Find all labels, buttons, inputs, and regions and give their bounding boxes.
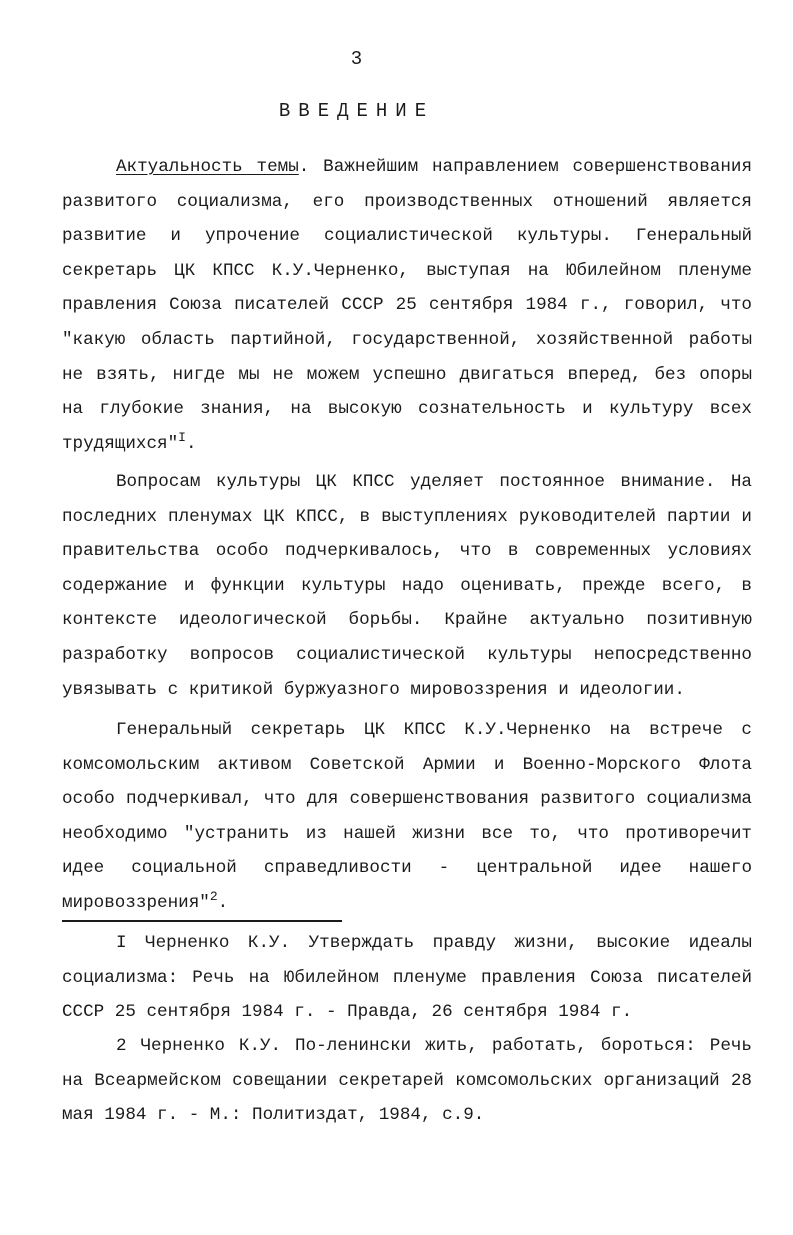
paragraph-text: Вопросам культуры ЦК КПСС уделяет постоянное внимание. На последних пленумах ЦК КПСС, в выступлениях руководителей партии и правительства особо подчеркивалось, что в современных условиях содержание и функции культуры надо оценивать, прежде всего, в контексте идеологической борьбы. Крайне актуально позитивную разработку вопросов социалистической культуры непосредственно увязывать с критикой буржуазного мировоззрения и идеологии. xyxy=(62,472,752,700)
footnote-reference: 2 xyxy=(209,888,218,904)
footnote-text: I Черненко К.У. Утверждать правду жизни, высокие идеалы социализма: Речь на Юбилейном пленуме правления Союза писателей СССР 25 сентября 1984 г. - Правда, 26 сентября 1984 г. xyxy=(62,933,752,1023)
page-number: 3 xyxy=(350,48,363,70)
paragraph-text: Генеральный секретарь ЦК КПСС К.У.Черненко на встрече с комсомольским активом Советской Армии и Военно-Морского Флота особо подчеркивал, что для совершенствования развитого социализма необходимо "устранить из нашей жизни все то, что противоречит идее социальной справедливости - центральной идее нашего мировоззрения" xyxy=(62,720,752,913)
paragraph-relevance xyxy=(62,150,752,461)
footnote-1 xyxy=(62,926,752,1030)
paragraph-lead-underlined: Актуальность темы xyxy=(116,157,299,177)
paragraph-social-justice xyxy=(62,713,752,921)
footnote-text: 2 Черненко К.У. По-ленински жить, работать, бороться: Речь на Всеармейском совещании секретарей комсомольских организаций 28 мая 1984 г. - М.: Политиздат, 1984, с.9. xyxy=(62,1036,752,1126)
paragraph-end: . xyxy=(217,892,229,913)
footnote-2 xyxy=(62,1029,752,1133)
paragraph-text: . Важнейшим направлением совершенствования развитого социализма, его производственных отношений является развитие и упрочение социалистической культуры. Генеральный секретарь ЦК КПСС К.У.Черненко, выступая на Юбилейном пленуме правления Союза писателей СССР 25 сентября 1984 г., говорил, что "какую область партийной, государственной, хозяйственной работы не взять, нигде мы не можем успешно двигаться вперед, без опоры на глубокие знания, на высокую сознательность и культуру всех трудящихся" xyxy=(62,157,752,454)
section-heading: ВВЕДЕНИЕ xyxy=(278,100,435,122)
paragraph-culture xyxy=(62,465,752,707)
footnote-divider xyxy=(62,920,342,922)
footnote-reference: I xyxy=(178,429,186,445)
paragraph-end: . xyxy=(185,433,197,454)
